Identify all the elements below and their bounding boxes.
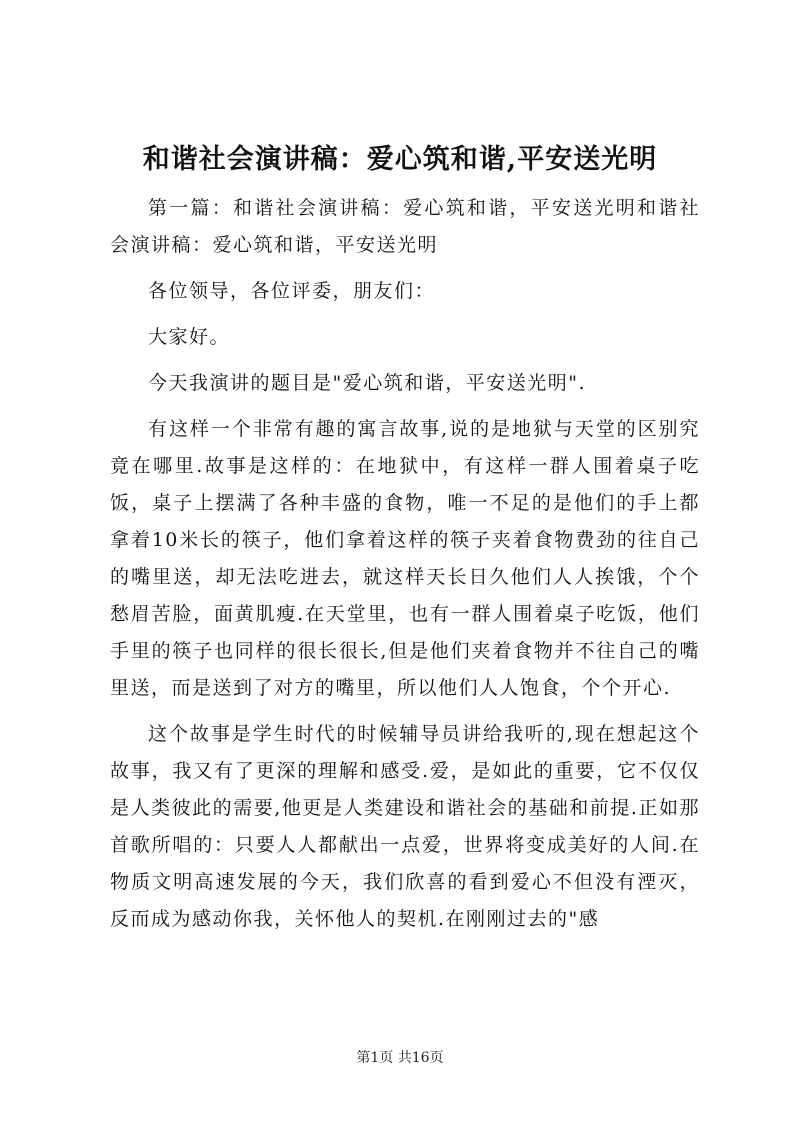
paragraph: 大家好。: [148, 326, 231, 348]
page-number-footer: 第1页 共16页: [356, 1050, 444, 1066]
paragraph: 各位领导，各位评委，朋友们：: [148, 280, 436, 302]
paragraph: 这个故事是学生时代的时候辅导员讲给我听的,现在想起这个故事，我又有了更深的理解和感受.爱，是如此的重要，它不仅仅是人类彼此的需要,他更是人类建设和谐社会的基础和前提.正如那首歌所唱的：只要人人都献出一点爱，世界将变成美好的人间.在物质文明高速发展的今天，我们欣喜的看到爱心不但没有湮灭，反而成为感动你我，关怀他人的契机.在刚刚过去的"感: [110, 723, 700, 930]
paragraph: 今天我演讲的题目是"爱心筑和谐，平安送光明".: [148, 372, 587, 394]
document-body: [110, 190, 700, 947]
document-title: 和谐社会演讲稿：爱心筑和谐,平安送光明: [142, 144, 658, 175]
paragraph: 第一篇：和谐社会演讲稿：爱心筑和谐，平安送光明和谐社会演讲稿：爱心筑和谐，平安送光明: [110, 197, 700, 256]
paragraph: 有这样一个非常有趣的寓言故事,说的是地狱与天堂的区别究竟在哪里.故事是这样的：在地狱中，有这样一群人围着桌子吃饭，桌子上摆满了各种丰盛的食物，唯一不足的是他们的手上都拿着10米长的筷子，他们拿着这样的筷子夹着食物费劲的往自己的嘴里送，却无法吃进去，就这样天长日久他们人人挨饿，个个愁眉苦脸，面黄肌瘦.在天堂里，也有一群人围着桌子吃饭，他们手里的筷子也同样的很长很长,但是他们夹着食物并不往自己的嘴里送，而是送到了对方的嘴里，所以他们人人饱食，个个开心.: [110, 418, 700, 699]
